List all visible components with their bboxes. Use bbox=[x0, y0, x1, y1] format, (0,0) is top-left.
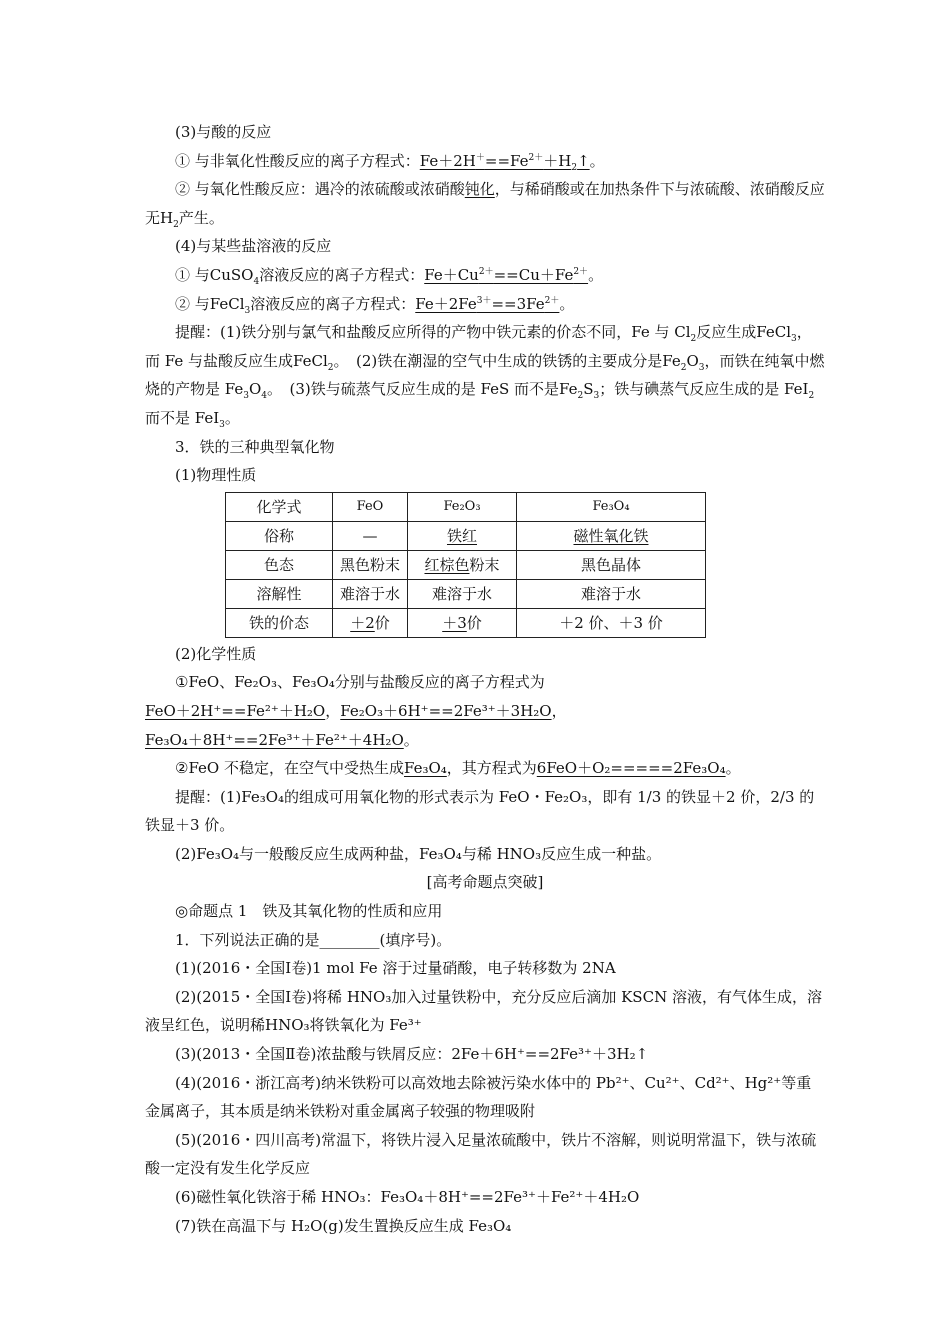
table-row bbox=[226, 608, 706, 637]
sub: 2 bbox=[690, 334, 697, 345]
sub: 2 bbox=[808, 391, 815, 402]
sup: 2＋ bbox=[478, 266, 494, 277]
question-item: (6)磁性氧化铁溶于稀 HNO₃：Fe₃O₄＋8H⁺==2Fe³⁺＋Fe²⁺＋4H₂O bbox=[175, 1188, 640, 1206]
question-item: (4)(2016・浙江高考)纳米铁粉可以高效地去除被污染水体中的 Pb²⁺、Cu²⁺、Cd²⁺、Hg²⁺等重金属离子，其本质是纳米铁粉对重金属离子较强的物理吸附 bbox=[145, 1073, 812, 1121]
table-cell: 铁的价态 bbox=[226, 608, 333, 637]
eq-part: Fe＋Cu bbox=[424, 265, 479, 284]
acid-nonoxidizing-line bbox=[145, 147, 825, 176]
answer-cell: 铁红 bbox=[446, 526, 477, 545]
table-cell: — bbox=[333, 521, 408, 550]
equation-feo-oxidation: 6FeO＋O₂=====2Fe₃O₄ bbox=[536, 759, 726, 778]
table-cell: 黑色晶体 bbox=[517, 550, 706, 579]
cell-text: 价 bbox=[374, 613, 390, 632]
sub: 3 bbox=[593, 391, 600, 402]
question-item: (1)(2016・全国Ⅰ卷)1 mol Fe 溶于过量硝酸，电子转移数为 2NA bbox=[175, 959, 616, 978]
eq-part: ==Fe bbox=[484, 151, 529, 170]
table-header-row bbox=[226, 492, 706, 521]
sup: 3＋ bbox=[476, 295, 492, 306]
section-heading: [高考命题点突破] bbox=[426, 873, 544, 892]
table-cell bbox=[333, 608, 408, 637]
equation-fe-fe3 bbox=[415, 295, 559, 313]
sub: 2 bbox=[327, 362, 334, 373]
sup: 2＋ bbox=[544, 295, 560, 306]
table-cell: ＋2 价、＋3 价 bbox=[517, 608, 706, 637]
line-text: ②FeO 不稳定，在空气中受热生成 bbox=[175, 759, 404, 778]
equation-line bbox=[145, 697, 825, 726]
answer-passivation: 钝化 bbox=[464, 180, 495, 199]
punct: 。 bbox=[588, 265, 604, 284]
table-row bbox=[226, 579, 706, 608]
topic-heading: ◎命题点 1 铁及其氧化物的性质和应用 bbox=[175, 902, 443, 921]
question-item: (7)铁在高温下与 H₂O(g)发生置换反应生成 Fe₃O₄ bbox=[175, 1216, 512, 1235]
table-row bbox=[226, 550, 706, 579]
line-text: 。 (3)铁与硫蒸气反应生成的是 FeS 而不是Fe bbox=[267, 380, 578, 399]
question-item: (3)(2013・全国Ⅱ卷)浓盐酸与铁屑反应：2Fe＋6H⁺==2Fe³⁺＋3H₂↑ bbox=[175, 1045, 649, 1064]
equation-fe-cu bbox=[424, 266, 588, 284]
answer-cell: ＋3 bbox=[442, 613, 467, 632]
line-text: 溶液反应的离子方程式： bbox=[259, 265, 425, 284]
physical-properties-title: (1)物理性质 bbox=[175, 466, 257, 485]
sub: 3 bbox=[219, 419, 225, 430]
answer-product: Fe₃O₄ bbox=[403, 759, 447, 778]
equation-feo: FeO＋2H⁺==Fe²⁺＋H₂O bbox=[145, 701, 326, 720]
table-cell: FeO bbox=[333, 492, 408, 521]
sub: 2 bbox=[173, 219, 179, 230]
sup: 2＋ bbox=[573, 266, 589, 277]
line-text: ，其方程式为 bbox=[446, 759, 537, 778]
table-cell: Fe₂O₃ bbox=[408, 492, 517, 521]
sub: 3 bbox=[244, 305, 251, 316]
table-cell: 难溶于水 bbox=[517, 579, 706, 608]
table-cell bbox=[408, 521, 517, 550]
document-page bbox=[145, 118, 825, 1240]
section-oxides-title: 3．铁的三种典型氧化物 bbox=[175, 437, 335, 456]
section-acid-title: (3)与酸的反应 bbox=[175, 123, 272, 141]
cell-text: 粉末 bbox=[469, 555, 500, 574]
answer-cell: 红棕色 bbox=[424, 555, 470, 574]
line-text: ，而 Fe 与盐酸反应生成FeCl bbox=[145, 323, 812, 370]
line-text: 。 (2)铁在潮湿的空气中生成的铁锈的主要成分是Fe bbox=[333, 351, 681, 370]
sup: 2＋ bbox=[528, 152, 544, 163]
punct: 。 bbox=[559, 294, 575, 313]
table-cell bbox=[517, 521, 706, 550]
line-text: ② 与FeCl bbox=[175, 294, 245, 313]
punct: 。 bbox=[224, 408, 240, 427]
table-cell: 溶解性 bbox=[226, 579, 333, 608]
sub: 3 bbox=[698, 362, 705, 373]
table-cell: 黑色粉末 bbox=[333, 550, 408, 579]
equation-fe2o3: Fe₂O₃＋6H⁺==2Fe³⁺＋3H₂O bbox=[340, 701, 552, 720]
line-text: ，而铁在纯氧中燃烧的产物是 Fe bbox=[145, 351, 825, 399]
sub: 4 bbox=[261, 391, 268, 402]
table-cell: 难溶于水 bbox=[333, 579, 408, 608]
sub: 3 bbox=[243, 391, 249, 402]
line-text: ；铁与碘蒸气反应生成的是 FeI bbox=[599, 380, 809, 399]
sub: 2 bbox=[577, 391, 584, 402]
question-1: 1．下列说法正确的是________(填序号)。 bbox=[175, 930, 452, 949]
eq-part: Fe＋2Fe bbox=[415, 294, 477, 313]
answer-cell: 磁性氧化铁 bbox=[573, 526, 649, 545]
equation-fe3o4: Fe₃O₄＋8H⁺==2Fe³⁺＋Fe²⁺＋4H₂O bbox=[145, 730, 404, 749]
table-cell: 俗称 bbox=[226, 521, 333, 550]
line-text: 产生。 bbox=[178, 208, 224, 227]
line-text: ② 与氧化性酸反应：遇冷的浓硫酸或浓硝酸 bbox=[175, 180, 465, 199]
sub: 4 bbox=[253, 276, 260, 287]
table-cell bbox=[408, 550, 517, 579]
hcl-reaction-line: ①FeO、Fe₂O₃、Fe₃O₄分别与盐酸反应的离子方程式为 bbox=[175, 673, 545, 692]
eq-part: ＋H bbox=[543, 151, 572, 170]
sup: ＋ bbox=[475, 152, 485, 163]
eq-part: ==Cu＋Fe bbox=[493, 265, 574, 284]
tip-paragraph-3: (2)Fe₃O₄与一般酸反应生成两种盐，Fe₃O₄与稀 HNO₃反应生成一种盐。 bbox=[175, 844, 662, 863]
table-cell: Fe₃O₄ bbox=[517, 492, 706, 521]
table-cell: 色态 bbox=[226, 550, 333, 579]
eq-part: ==3Fe bbox=[491, 294, 545, 313]
punct: 。 bbox=[725, 759, 741, 778]
line-text: ① 与非氧化性酸反应的离子方程式： bbox=[175, 151, 420, 170]
tip-paragraph-1 bbox=[145, 318, 825, 432]
eq-part: ↑ bbox=[577, 151, 590, 170]
table-cell: 难溶于水 bbox=[408, 579, 517, 608]
salt-cuso4-line bbox=[145, 261, 825, 290]
line-text: S bbox=[583, 380, 594, 399]
table-cell bbox=[408, 608, 517, 637]
line-text: ，与稀硝酸或在加热条件下与浓硫酸、浓硝酸反应无H bbox=[145, 180, 825, 227]
section-salt-title: (4)与某些盐溶液的反应 bbox=[175, 237, 332, 256]
line-text: O bbox=[686, 351, 699, 370]
cell-text: 价 bbox=[466, 613, 482, 632]
equation-line bbox=[145, 726, 825, 755]
punct: 。 bbox=[589, 151, 605, 170]
table-row bbox=[226, 521, 706, 550]
feo-unstable-line bbox=[145, 754, 825, 783]
sub: 2 bbox=[571, 162, 578, 173]
line-text: ① 与CuSO bbox=[175, 265, 254, 284]
punct: ， bbox=[325, 701, 341, 720]
line-text: O bbox=[248, 380, 262, 399]
salt-fecl3-line bbox=[145, 290, 825, 319]
punct: ， bbox=[551, 701, 567, 720]
line-text: 反应生成FeCl bbox=[696, 323, 792, 342]
equation-fe-h bbox=[419, 151, 590, 173]
line-text: 提醒：(1)铁分别与氯气和盐酸反应所得的产物中铁元素的价态不同，Fe 与 Cl bbox=[175, 323, 691, 342]
punct: 。 bbox=[403, 730, 419, 749]
question-item: (5)(2016・四川高考)常温下，将铁片浸入足量浓硫酸中，铁片不溶解，则说明常温下，铁与浓硫酸一定没有发生化学反应 bbox=[145, 1130, 817, 1178]
tip-paragraph-2: 提醒：(1)Fe₃O₄的组成可用氧化物的形式表示为 FeO・Fe₂O₃，即有 1/3 的铁显＋2 价，2/3 的铁显＋3 价。 bbox=[145, 787, 815, 835]
question-item: (2)(2015・全国Ⅰ卷)将稀 HNO₃加入过量铁粉中，充分反应后滴加 KSCN 溶液，有气体生成，溶液呈红色，说明稀HNO₃将铁氧化为 Fe³⁺ bbox=[145, 987, 822, 1035]
oxides-table bbox=[225, 492, 706, 638]
sub: 2 bbox=[680, 362, 687, 373]
eq-part: Fe＋2H bbox=[419, 151, 476, 170]
table-cell: 化学式 bbox=[226, 492, 333, 521]
line-text: 而不是 FeI bbox=[145, 408, 220, 427]
answer-cell: ＋2 bbox=[350, 613, 375, 632]
line-text: 溶液反应的离子方程式： bbox=[250, 294, 416, 313]
acid-oxidizing-paragraph bbox=[145, 175, 825, 232]
chemical-properties-title: (2)化学性质 bbox=[175, 644, 257, 663]
sub: 3 bbox=[791, 334, 797, 345]
